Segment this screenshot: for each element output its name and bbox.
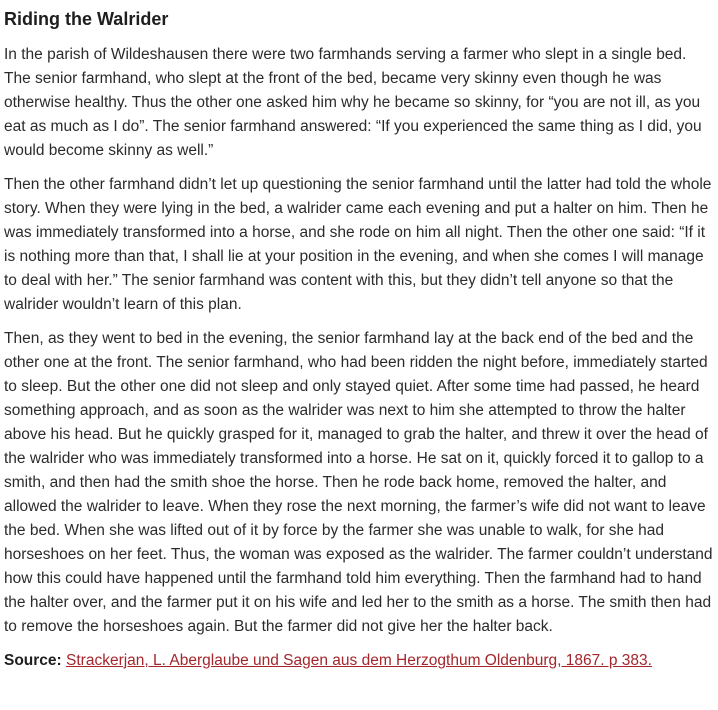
source-citation: [4, 649, 714, 673]
article-paragraph-3: Then, as they went to bed in the evening, the senior farmhand lay at the back end of the bed and the other one at the front. The senior farmhand, who had been ridden the night before, immediately started to sleep. But the other one did not sleep and only stayed quiet. After some time had passed, he heard something approach, and as soon as the walrider was next to him she attempted to throw the halter above his head. But he quickly grasped for it, managed to grab the halter, and threw it over the head of the walrider who was immediately transformed into a horse. He sat on it, quickly forced it to gallop to a smith, and then had the smith shoe the horse. Then he rode back home, removed the halter, and allowed the walrider to leave. When they rose the next morning, the farmer’s wife did not want to leave the bed. When she was lifted out of it by force by the farmer she was unable to walk, for she had horseshoes on her feet. Thus, the woman was exposed as the walrider. The farmer couldn’t understand how this could have happened until the farmhand told him everything. Then the farmhand had to hand the halter over, and the farmer put it on his wife and led her to the smith as a horse. The smith then had to remove the horseshoes again. But the farmer did not give her the halter back.: [4, 330, 713, 635]
article-paragraph-2: Then the other farmhand didn’t let up questioning the senior farmhand until the latter had told the whole story. When they were lying in the bed, a walrider came each evening and put a halter on him. Then he was immediately transformed into a horse, and she rode on him all night. Then the other one said: “If it is nothing more than that, I shall lie at your position in the evening, and when she comes I will manage to deal with her.” The senior farmhand was content with this, but they didn’t tell anyone so that the walrider wouldn’t learn of this plan.: [4, 176, 712, 313]
source-label: Source:: [4, 652, 62, 669]
source-link[interactable]: Strackerjan, L. Aberglaube und Sagen aus dem Herzogthum Oldenburg, 1867. p 383.: [66, 652, 652, 669]
article-paragraph-1: In the parish of Wildeshausen there were two farmhands serving a farmer who slept in a single bed. The senior farmhand, who slept at the front of the bed, became very skinny even though he was otherwise healthy. Thus the other one asked him why he became so skinny, for “you are not ill, as you eat as much as I do”. The senior farmhand answered: “If you experienced the same thing as I did, you would become skinny as well.”: [4, 46, 702, 159]
article-title: Riding the Walrider: [4, 9, 169, 29]
